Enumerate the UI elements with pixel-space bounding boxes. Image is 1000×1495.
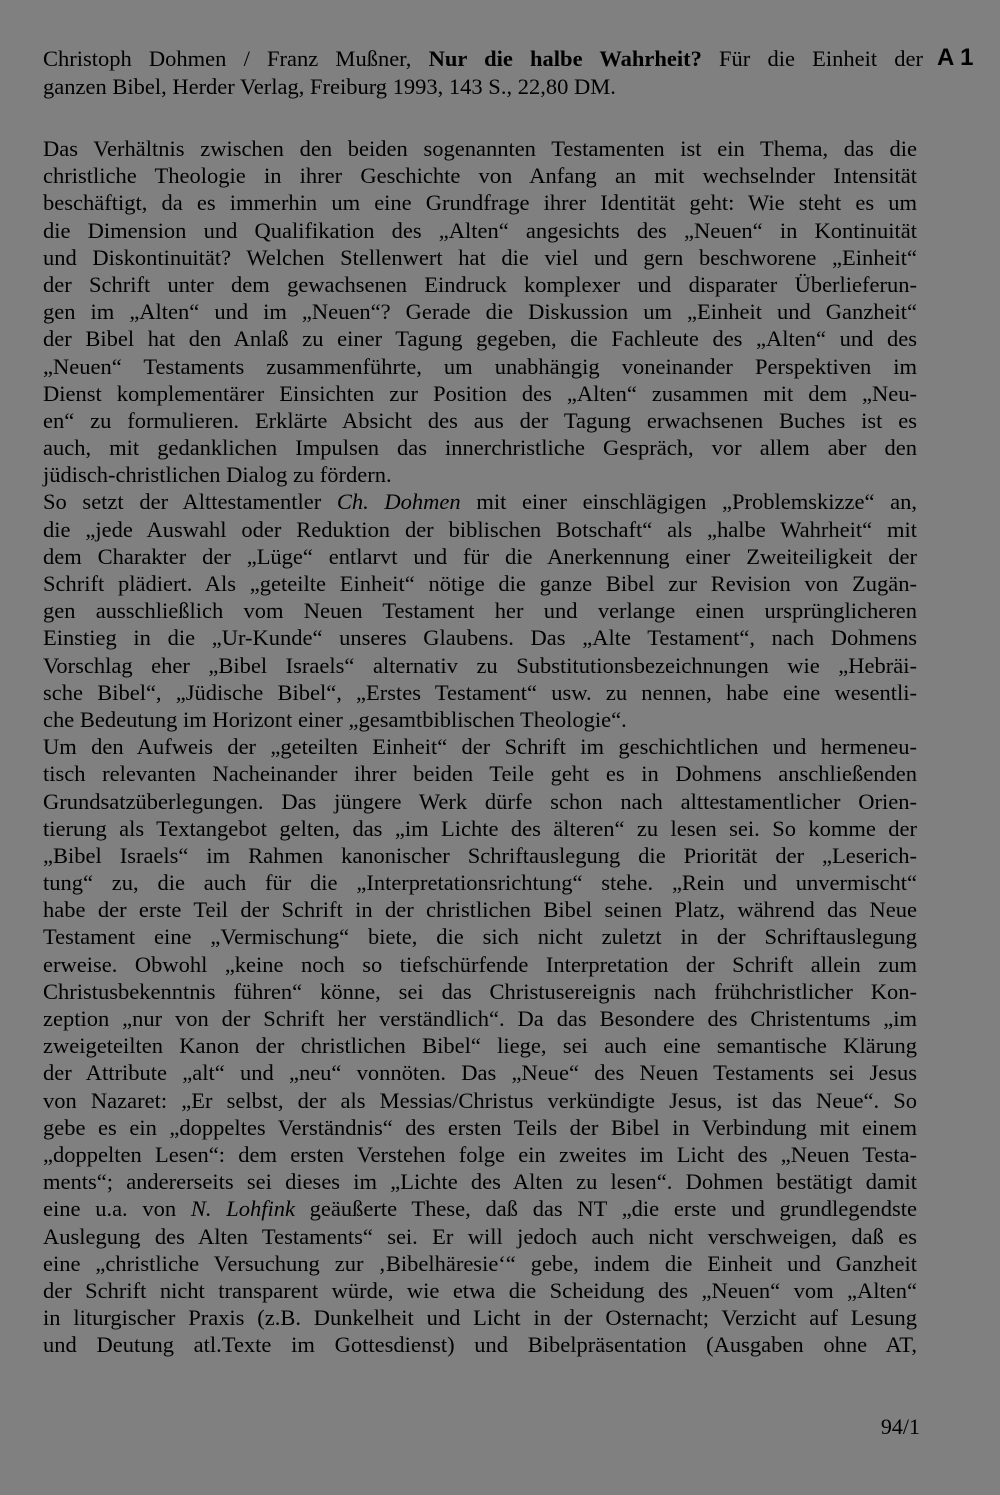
text-segment: eine „christliche Versuchung zur ‚Bibelhäresie‘“ gebe, indem die Einheit und Ganzheit: [43, 1250, 917, 1276]
text-segment: Grundsatzüberlegungen. Das jüngere Werk dürfe schon nach alttestamentlicher Orien-: [43, 788, 917, 814]
text-line: [43, 1250, 917, 1277]
text-segment: Auslegung des Alten Testaments“ sei. Er will jedoch auch nicht verschweigen, daß es: [43, 1223, 917, 1249]
text-line: [43, 1032, 917, 1059]
text-line: [43, 1195, 917, 1222]
text-line: [43, 135, 917, 162]
text-segment: So setzt der Alttestamentler: [43, 489, 337, 515]
text-segment: zweigeteilten Kanon der christlichen Bibel“ liege, sei auch eine semantische Klärung: [43, 1033, 917, 1059]
text-line: [43, 788, 917, 815]
text-segment: gen ausschließlich vom Neuen Testament her und verlange einen ursprünglicheren: [43, 598, 917, 624]
review-header: [43, 45, 923, 101]
text-line: [43, 815, 917, 842]
text-segment: der Schrift unter dem gewachsenen Eindruck komplexer und disparater Überlieferun-: [43, 271, 917, 297]
text-segment: „Bibel Israels“ im Rahmen kanonischer Schriftauslegung die Priorität der „Leserich-: [43, 842, 917, 868]
text-line: [43, 760, 917, 787]
text-line: [43, 325, 917, 352]
text-segment: erweise. Obwohl „keine noch so tiefschürfende Interpretation der Schrift allein zum: [43, 951, 917, 977]
review-header-line-2: ganzen Bibel, Herder Verlag, Freiburg 1993, 143 S., 22,80 DM.: [43, 74, 616, 99]
text-segment: gen im „Alten“ und im „Neuen“? Gerade die Diskussion um „Einheit und Ganzheit“: [43, 299, 917, 325]
review-header-line-1: [43, 45, 923, 73]
text-segment: sche Bibel“, „Jüdische Bibel“, „Erstes Testament“ usw. zu nennen, habe eine wesentli-: [43, 679, 917, 705]
text-line: [43, 1059, 917, 1086]
text-line: [43, 1087, 917, 1114]
review-body-text: [43, 135, 917, 1358]
text-segment: tierung als Textangebot gelten, das „im Lichte des älteren“ zu lesen sei. So komme der: [43, 815, 917, 841]
text-line: [43, 1114, 917, 1141]
text-segment: die „jede Auswahl oder Reduktion der biblischen Botschaft“ als „halbe Wahrheit“ mit: [43, 516, 917, 542]
text-line: [43, 189, 917, 216]
text-segment: Um den Aufweis der „geteilten Einheit“ der Schrift im geschichtlichen und hermeneu-: [43, 734, 917, 760]
text-segment: der Attribute „alt“ und „neu“ vonnöten. Das „Neue“ des Neuen Testaments sei Jesus: [43, 1060, 917, 1086]
text-line: [43, 652, 917, 679]
text-segment: ments“; andererseits sei dieses im „Lichte des Alten zu lesen“. Dohmen bestätigt damit: [43, 1169, 917, 1195]
text-segment: eine u.a. von: [43, 1196, 191, 1222]
review-book-title: Nur die halbe Wahrheit?: [428, 46, 702, 71]
text-line: [43, 978, 917, 1005]
text-line: [43, 162, 917, 189]
text-line: [43, 543, 917, 570]
text-segment: der Bibel hat den Anlaß zu einer Tagung gegeben, die Fachleute des „Alten“ und des: [43, 326, 917, 352]
text-segment: en“ zu formulieren. Erklärte Absicht des aus der Tagung erwachsenen Buches ist es: [43, 407, 917, 433]
text-line: [43, 380, 917, 407]
cited-name: Ch. Dohmen: [336, 489, 461, 515]
text-segment: von Nazaret: „Er selbst, der als Messias/Christus verkündigte Jesus, ist das Neue“. So: [43, 1087, 917, 1113]
text-segment: „Neuen“ Testaments zusammenführte, um unabhängig voneinander Perspektiven im: [43, 353, 917, 379]
text-segment: dem Charakter der „Lüge“ entlarvt und für die Anerkennung einer Zweiteiligkeit der: [43, 543, 917, 569]
text-line: [43, 1168, 917, 1195]
text-line: [43, 407, 917, 434]
text-line: [43, 1304, 917, 1331]
text-line: [43, 1277, 917, 1304]
text-line: [43, 244, 917, 271]
text-segment: der Schrift nicht transparent würde, wie etwa die Scheidung des „Neuen“ vom „Alten“: [43, 1277, 917, 1303]
text-line: [43, 570, 917, 597]
text-line: [43, 896, 917, 923]
text-segment: jüdisch-christlichen Dialog zu fördern.: [43, 462, 392, 488]
text-segment: tisch relevanten Nacheinander ihrer beiden Teile geht es in Dohmens anschließenden: [43, 761, 917, 787]
text-segment: Das Verhältnis zwischen den beiden sogenannten Testamenten ist ein Thema, das die: [43, 136, 917, 161]
text-line: [43, 923, 917, 950]
text-segment: Einstieg in die „Ur-Kunde“ unseres Glaubens. Das „Alte Testament“, nach Dohmens: [43, 625, 917, 651]
text-segment: Vorschlag eher „Bibel Israels“ alternativ zu Substitutionsbezeichnungen wie „Hebräi-: [43, 652, 917, 678]
text-line: [43, 353, 917, 380]
text-segment: mit einer einschlägigen „Problemskizze“ an,: [460, 489, 917, 515]
text-line: [43, 1331, 917, 1358]
text-segment: habe der erste Teil der Schrift in der christlichen Bibel seinen Platz, während das Neue: [43, 897, 917, 923]
text-segment: Schrift plädiert. Als „geteilte Einheit“ nötige die ganze Bibel zur Revision von Zugän-: [43, 571, 917, 596]
text-line: [43, 706, 917, 733]
text-line: [43, 951, 917, 978]
text-segment: auch, mit gedanklichen Impulsen das innerchristliche Gespräch, vor allem aber den: [43, 435, 917, 461]
text-segment: die Dimension und Qualifikation des „Alten“ angesichts des „Neuen“ in Kontinuität: [43, 217, 917, 243]
text-line: [43, 298, 917, 325]
text-segment: und Diskontinuität? Welchen Stellenwert hat die viel und gern beschworene „Einheit“: [43, 244, 917, 270]
text-line: [43, 516, 917, 543]
review-book-subtitle: Für die Einheit der: [719, 46, 924, 71]
page-number: 94/1: [880, 1414, 920, 1439]
text-line: [43, 597, 917, 624]
text-line: [43, 1141, 917, 1168]
text-line: [43, 842, 917, 869]
text-line: [43, 679, 917, 706]
text-segment: zeption „nur von der Schrift her verständlich“. Da das Besondere des Christentums „im: [43, 1006, 917, 1031]
text-line: [43, 217, 917, 244]
text-segment: tung“ zu, die auch für die „Interpretationsrichtung“ stehe. „Rein und unvermischt“: [43, 870, 917, 896]
text-line: [43, 271, 917, 298]
text-segment: Dienst komplementärer Einsichten zur Position des „Alten“ zusammen mit dem „Neu-: [43, 380, 917, 406]
text-segment: „doppelten Lesen“: dem ersten Verstehen folge ein zweites im Licht des „Neuen Testa-: [43, 1141, 917, 1167]
text-segment: in liturgischer Praxis (z.B. Dunkelheit und Licht in der Osternacht; Verzicht auf Lesung: [43, 1305, 917, 1331]
text-line: [43, 461, 917, 488]
text-line: [43, 869, 917, 896]
text-segment: geäußerte These, daß das NT „die erste und grundlegendste: [294, 1196, 917, 1222]
text-line: [43, 1005, 917, 1032]
review-authors: Christoph Dohmen / Franz Mußner,: [43, 46, 412, 71]
text-segment: beschäftigt, da es immerhin um eine Grundfrage ihrer Identität geht: Wie steht es um: [43, 190, 917, 216]
text-line: [43, 488, 917, 515]
text-segment: gebe es ein „doppeltes Verständnis“ des ersten Teils der Bibel in Verbindung mit einem: [43, 1114, 917, 1140]
text-segment: che Bedeutung im Horizont einer „gesamtbiblischen Theologie“.: [43, 706, 627, 732]
text-segment: Christusbekenntnis führen“ könne, sei das Christusereignis nach frühchristlicher Kon-: [43, 978, 917, 1004]
cited-name: N. Lohfink: [190, 1196, 295, 1222]
text-line: [43, 434, 917, 461]
text-segment: und Deutung atl.Texte im Gottesdienst) und Bibelpräsentation (Ausgaben ohne AT,: [43, 1332, 917, 1358]
section-marker: A 1: [937, 44, 974, 71]
text-line: [43, 1223, 917, 1250]
text-segment: Testament eine „Vermischung“ biete, die sich nicht zuletzt in der Schriftauslegung: [43, 924, 917, 950]
text-line: [43, 624, 917, 651]
text-line: [43, 733, 917, 760]
text-segment: christliche Theologie in ihrer Geschichte von Anfang an mit wechselnder Intensität: [43, 163, 917, 189]
